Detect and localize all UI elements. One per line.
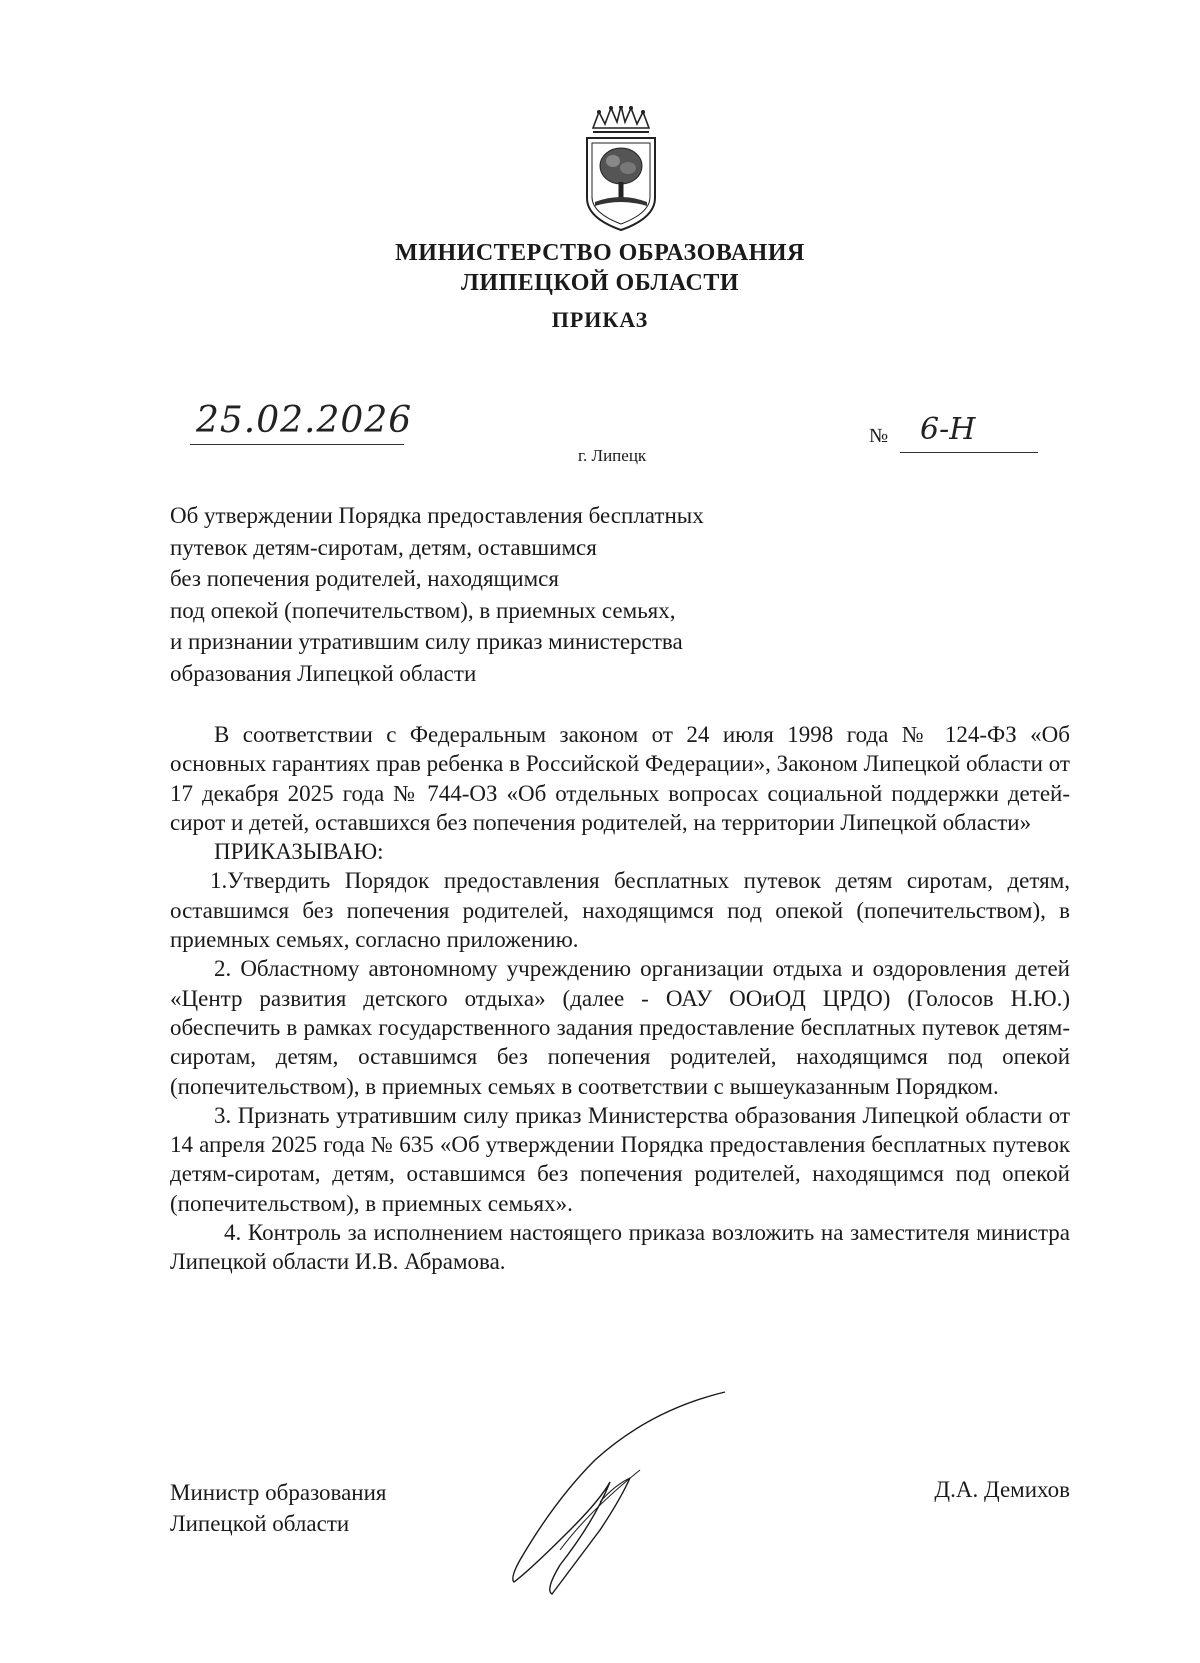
item-2: 2. Областному автономному учреждению организации отдыха и оздоровления детей «Центр развития детского отдыха» (далее - ОАУ ООиОД ЦРДО) (Голосов Н.Ю.) обеспечить в рамках государственного задания предоставление бесплатных путевок детям-сиротам, детям, оставшимся без попечения родителей, находящимся под опекой (попечительством), в приемных семьях в соответствии с вышеуказанным Порядком. bbox=[170, 956, 1070, 1099]
subject-line: под опекой (попечительством), в приемных семьях, bbox=[170, 597, 676, 623]
signatory-position bbox=[170, 1477, 387, 1539]
subject-line: Об утверждении Порядка предоставления бесплатных bbox=[170, 503, 704, 528]
handwritten-signature bbox=[500, 1390, 730, 1600]
subject-line: без попечения родителей, находящимся bbox=[170, 566, 559, 591]
position-line-1: Министр образования bbox=[170, 1480, 387, 1505]
ministry-line-1: МИНИСТЕРСТВО ОБРАЗОВАНИЯ bbox=[395, 240, 805, 266]
document-type: ПРИКАЗ bbox=[551, 307, 649, 332]
preamble: В соответствии с Федеральным законом от 24 июля 1998 года № 124-ФЗ «Об основных гарантиях прав ребенка в Российской Федерации», Законом Липецкой области от 17 декабря 2025 года № 744-ОЗ «Об отдельных вопросах социальной поддержки детей-сирот и детей, оставшихся без попечения родителей, на территории Липецкой области» bbox=[170, 722, 1070, 835]
subject-line: образования Липецкой области bbox=[170, 660, 477, 686]
order-body bbox=[170, 720, 1070, 1277]
position-line-2: Липецкой области bbox=[170, 1511, 350, 1536]
number-underline bbox=[900, 452, 1038, 453]
item-4: 4. Контроль за исполнением настоящего приказа возложить на заместителя министра Липецкой области И.В. Абрамова. bbox=[170, 1220, 1070, 1275]
subject-line: путевок детям-сиротам, детям, оставшимся bbox=[170, 534, 597, 560]
date-underline bbox=[190, 444, 404, 445]
coat-of-arms-icon bbox=[583, 106, 659, 234]
item-1: 1.Утвердить Порядок предоставления бесплатных путевок детям сиротам, детям, оставшимся без попечения родителей, находящимся под опекой (попечительством), в приемных семьях, согласно приложению. bbox=[170, 868, 1070, 953]
ministry-name bbox=[0, 238, 1200, 298]
subject-line: и признании утратившим силу приказ министерства bbox=[170, 629, 683, 654]
order-word: ПРИКАЗЫВАЮ: bbox=[214, 839, 384, 865]
signatory-name: Д.А. Демихов bbox=[934, 1477, 1070, 1502]
city: г. Липецк bbox=[578, 446, 647, 465]
order-date: 25.02.2026 bbox=[196, 400, 413, 441]
order-subject bbox=[170, 500, 704, 689]
ministry-line-2: ЛИПЕЦКОЙ ОБЛАСТИ bbox=[461, 270, 739, 296]
number-label: № bbox=[869, 425, 889, 447]
order-number: 6-Н bbox=[920, 412, 976, 447]
item-3: 3. Признать утратившим силу приказ Министерства образования Липецкой области от 14 апреля 2025 года № 635 «Об утверждении Порядка предоставления бесплатных путевок детям-сиротам, детям, оставшимся без попечения родителей, находящимся под опекой (попечительством), в приемных семьях». bbox=[170, 1102, 1070, 1216]
